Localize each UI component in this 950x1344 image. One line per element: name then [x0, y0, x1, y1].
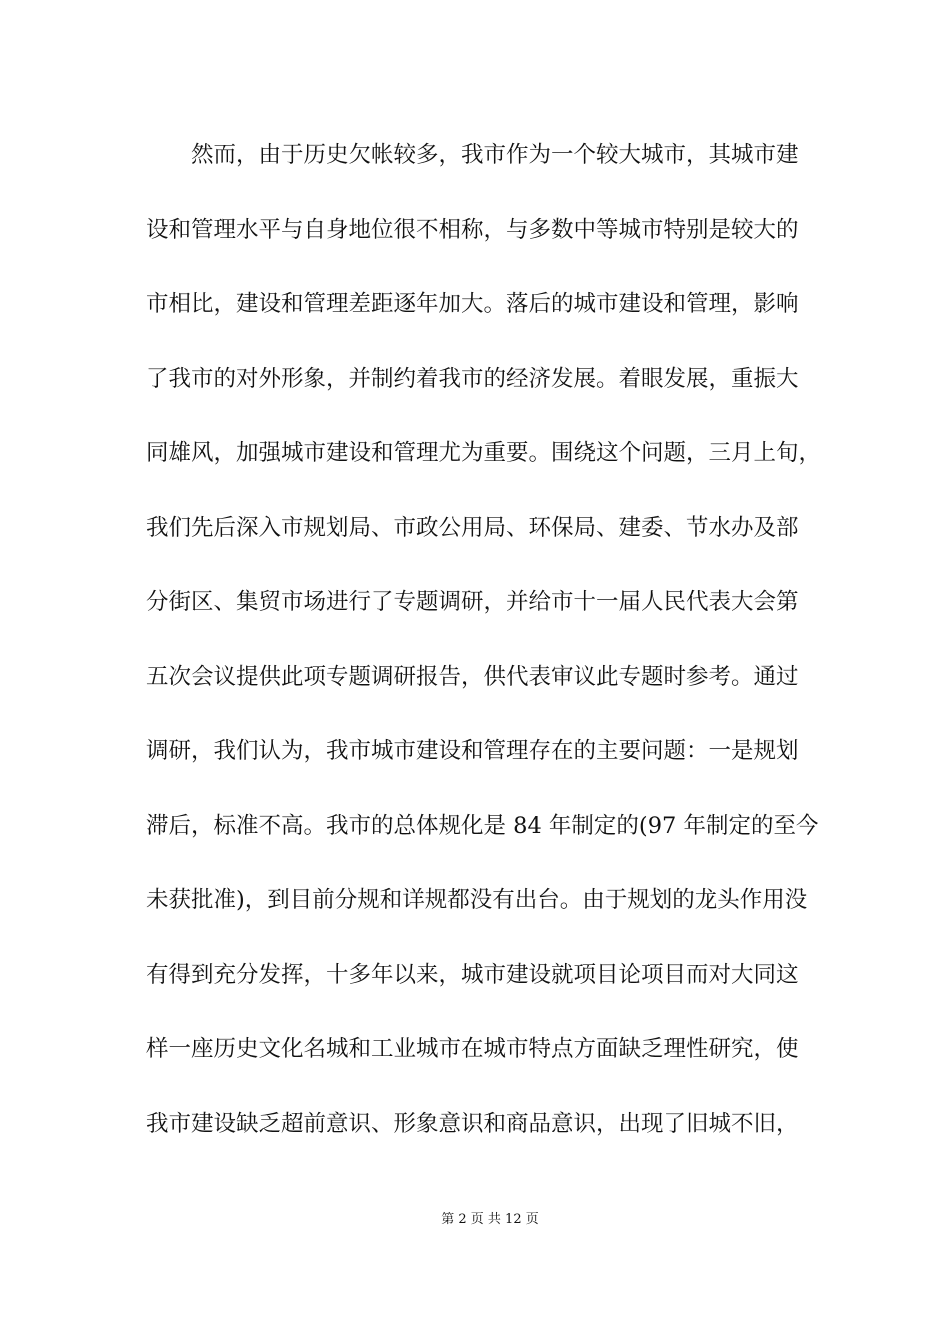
text-line: 同雄风，加强城市建设和管理尤为重要。围绕这个问题，三月上旬， [146, 440, 822, 466]
body-paragraph [146, 132, 822, 1175]
text-line: 了我市的对外形象，并制约着我市的经济发展。着眼发展，重振大 [146, 365, 799, 392]
text-line: 滞后，标准不高。我市的总体规化是 84 年制定的(97 年制定的至今 [146, 812, 819, 839]
text-line: 我市建设缺乏超前意识、形象意识和商品意识，出现了旧城不旧， [146, 1110, 799, 1137]
text-line: 调研，我们认为，我市城市建设和管理存在的主要问题：一是规划 [146, 738, 799, 764]
text-line: 未获批准)，到目前分规和详规都没有出台。由于规划的龙头作用没 [146, 887, 808, 913]
text-line: 我们先后深入市规划局、市政公用局、环保局、建委、节水办及部 [146, 514, 799, 541]
text-line: 五次会议提供此项专题调研报告，供代表审议此专题时参考。通过 [146, 663, 799, 690]
text-line: 样一座历史文化名城和工业城市在城市特点方面缺乏理性研究，使 [146, 1036, 799, 1062]
text-line: 然而，由于历史欠帐较多，我市作为一个较大城市，其城市建 [191, 142, 799, 168]
text-line: 设和管理水平与自身地位很不相称，与多数中等城市特别是较大的 [146, 216, 799, 243]
text-line: 市相比，建设和管理差距逐年加大。落后的城市建设和管理，影响 [146, 291, 799, 317]
text-line: 分街区、集贸市场进行了专题调研，并给市十一届人民代表大会第 [146, 589, 799, 615]
page-footer: 第 2 页 共 12 页 [441, 1212, 539, 1227]
text-line: 有得到充分发挥，十多年以来，城市建设就项目论项目而对大同这 [146, 961, 799, 988]
